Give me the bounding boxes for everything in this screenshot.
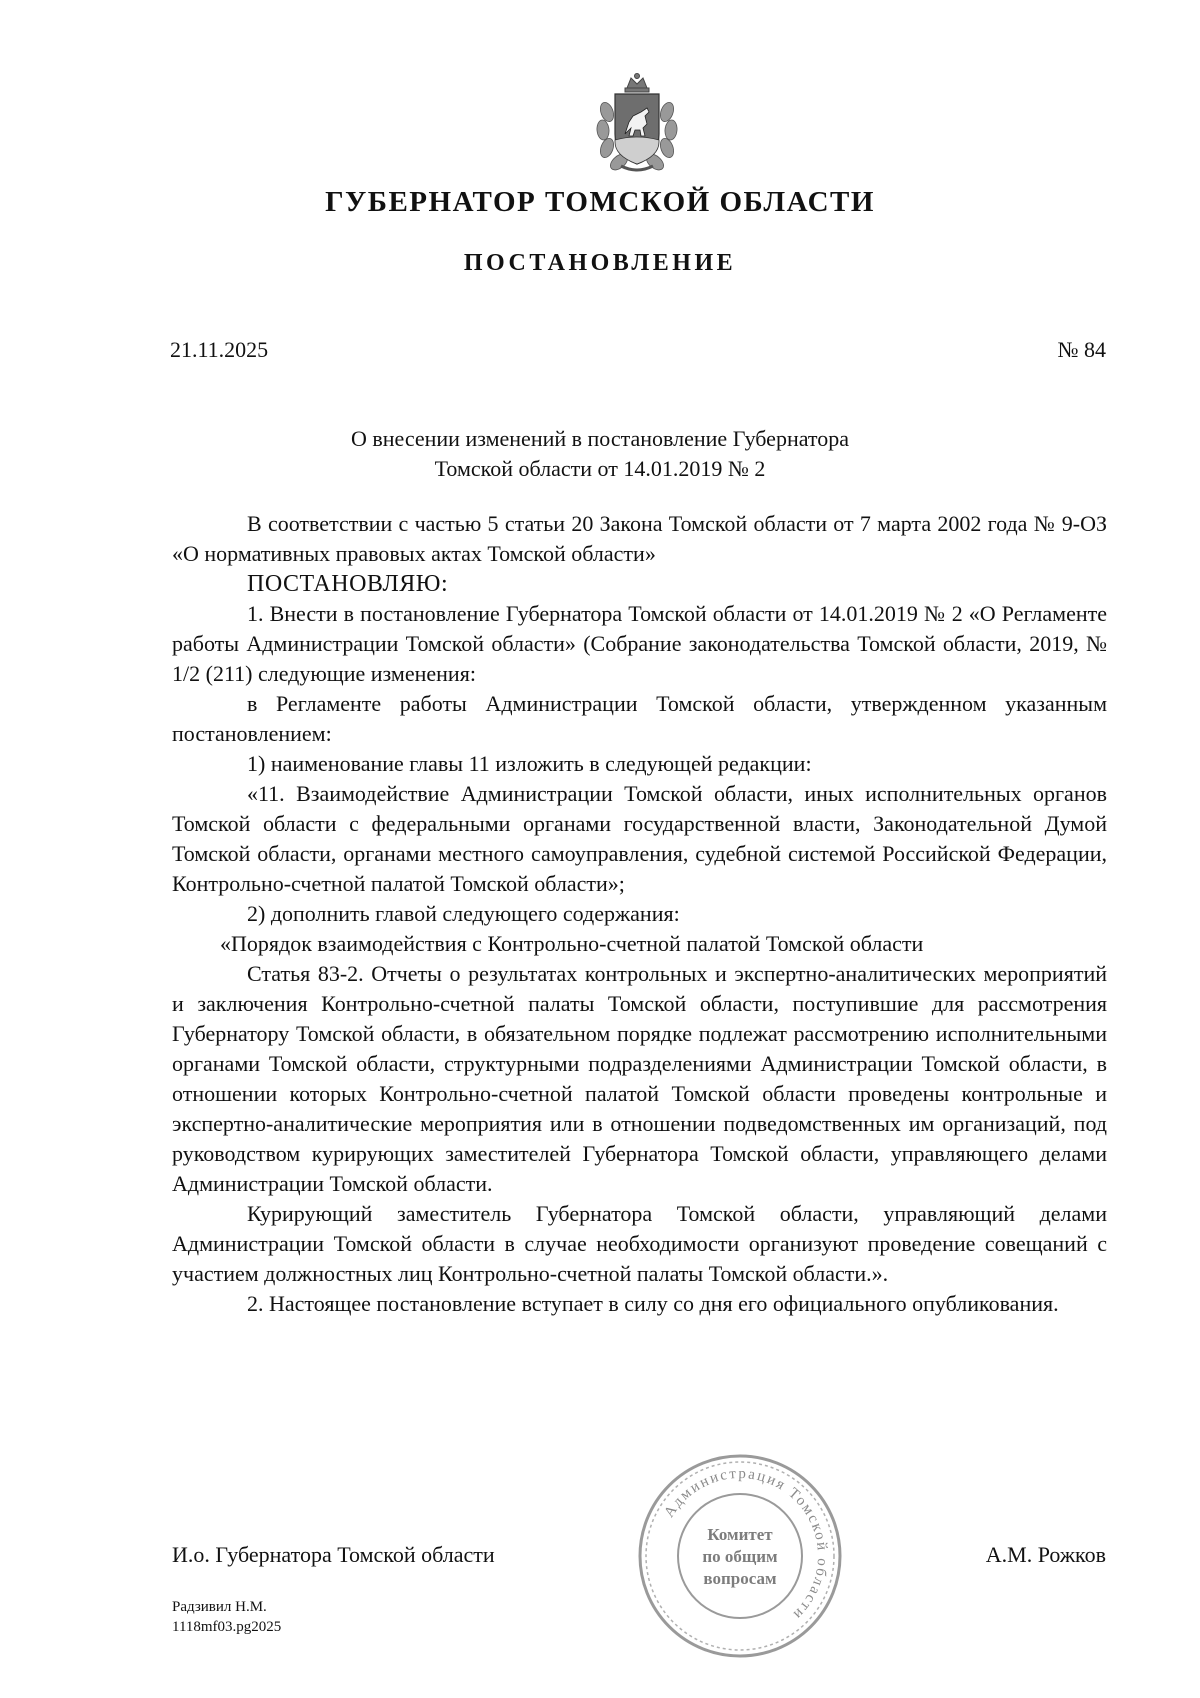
stamp-line: Комитет xyxy=(707,1525,773,1544)
subitem-1-text-paragraph: «11. Взаимодействие Администрации Томской области, иных исполнительных органов Томской области с федеральными органами государственной власти, Законодательной Думой Томской области, органами местного самоуправления, судебной системой Российской Федерации, Контрольно-счетной палатой Томской области»; xyxy=(172,781,1107,896)
document-number: № 84 xyxy=(1057,337,1106,362)
stamp-line: по общим xyxy=(702,1547,778,1566)
preamble-paragraph: В соответствии с частью 5 статьи 20 Закона Томской области от 7 марта 2002 года № 9-ОЗ «О нормативных правовых актах Томской области» xyxy=(172,511,1107,566)
item-1-paragraph: 1. Внести в постановление Губернатора Томской области от 14.01.2019 № 2 «О Регламенте работы Администрации Томской области» (Собрание законодательства Томской области, 2019, № 1/2 (211) следующие изменения: xyxy=(172,601,1107,686)
executor-name: Радзивил Н.М. xyxy=(172,1599,267,1615)
item-2-paragraph: 2. Настоящее постановление вступает в силу со дня его официального опубликования. xyxy=(247,1291,1059,1316)
subitem-2-paragraph: 2) дополнить главой следующего содержания: xyxy=(247,901,680,926)
subitem-1-paragraph: 1) наименование главы 11 изложить в следующей редакции: xyxy=(247,751,812,776)
organization-title: ГУБЕРНАТОР ТОМСКОЙ ОБЛАСТИ xyxy=(325,186,875,218)
document-date: 21.11.2025 xyxy=(170,337,269,362)
document-type: ПОСТАНОВЛЕНИЕ xyxy=(463,250,737,276)
svg-text:Администрация Томской области xyxy=(661,1466,830,1623)
coat-of-arms-icon xyxy=(585,72,689,176)
article-paragraph-2: Курирующий заместитель Губернатора Томской области, управляющий делами Администрации Томской области в случае необходимости организуют проведение совещаний с участием должностных лиц Контрольно-счетной палаты Томской области.». xyxy=(172,1201,1107,1286)
signer-title: И.о. Губернатора Томской области xyxy=(172,1542,495,1567)
signer-name: А.М. Рожков xyxy=(985,1542,1106,1567)
stamp-line: вопросам xyxy=(703,1569,777,1588)
item-1-intro-paragraph: в Регламенте работы Администрации Томской области, утвержденном указанным постановлением: xyxy=(172,691,1107,746)
subject-line: Томской области от 14.01.2019 № 2 xyxy=(434,456,766,481)
subject-line: О внесении изменений в постановление Губернатора xyxy=(350,426,850,451)
official-stamp-icon xyxy=(636,1452,844,1660)
stamp-ring-text: Администрация Томской области xyxy=(661,1465,831,1624)
executor-block xyxy=(172,1597,281,1637)
executor-code: 1118mf03.pg2025 xyxy=(172,1619,282,1635)
document-body xyxy=(172,509,1107,1319)
decree-word: ПОСТАНОВЛЯЮ: xyxy=(247,571,449,597)
document-subject xyxy=(0,424,1200,484)
chapter-title: «Порядок взаимодействия с Контрольно-счетной палатой Томской области xyxy=(220,931,924,956)
article-paragraph: Статья 83-2. Отчеты о результатах контрольных и экспертно-аналитических мероприятий и заключения Контрольно-счетной палаты Томской области, поступившие для рассмотрения Губернатору Томской области, в обязательном порядке подлежат рассмотрению исполнительными органами Томской области, структурными подразделениями Администрации Томской области, в отношении которых Контрольно-счетной палатой Томской области проведены контрольные и экспертно-аналитические мероприятия или в отношении подведомственных им организаций, под руководством курирующих заместителей Губернатора Томской области, управляющего делами Администрации Томской области. xyxy=(172,961,1107,1196)
